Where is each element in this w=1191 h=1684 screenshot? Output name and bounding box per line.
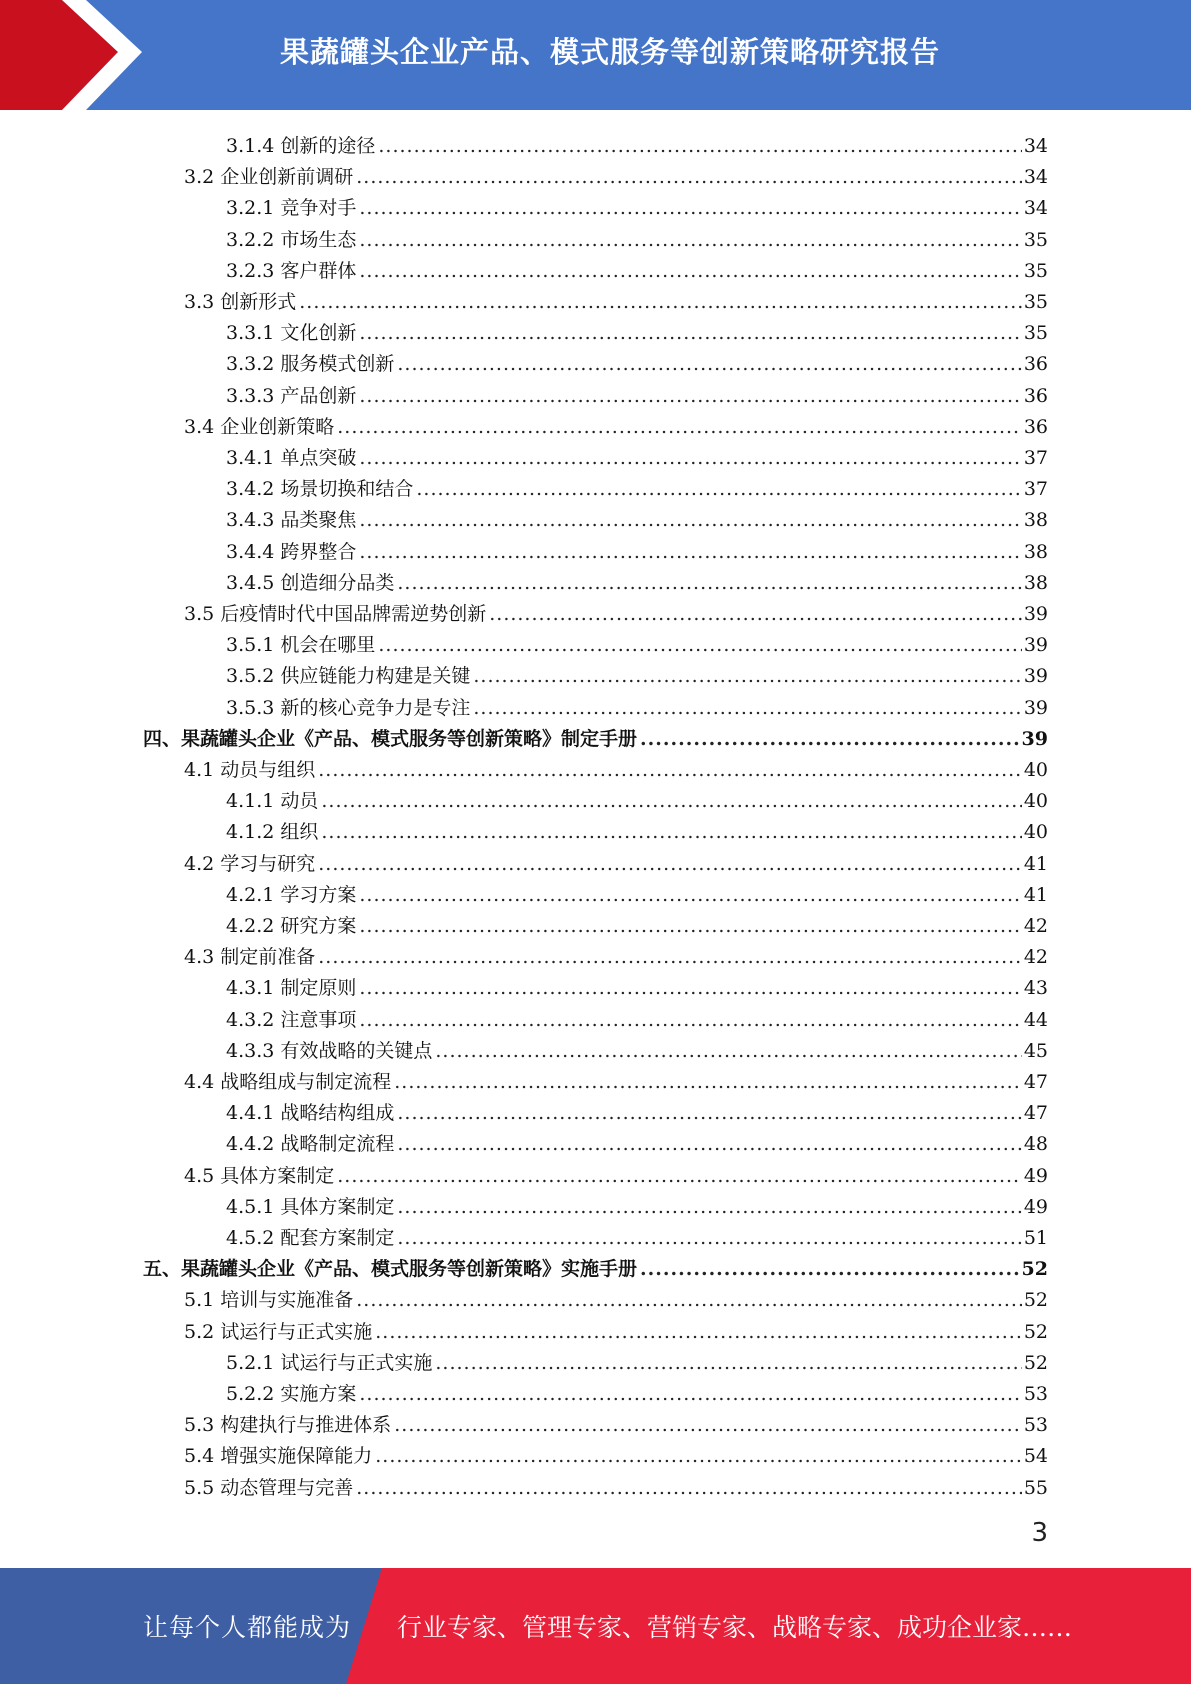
toc-entry-number: 4.4.1 [226,1102,275,1125]
toc-entry-page: 47 [1023,1102,1048,1125]
toc-entry-page: 52 [1021,1258,1048,1281]
toc-entry[interactable] [226,564,1048,594]
toc-entry-page: 53 [1023,1383,1048,1405]
toc-entry[interactable] [184,408,1048,438]
toc-entry-title: 果蔬罐头企业《产品、模式服务等创新策略》实施手册 [181,1258,638,1281]
toc-entry[interactable] [184,1281,1048,1311]
toc-entry-title: 试运行与正式实施 [280,1351,433,1374]
toc-entry-number: 五、 [143,1258,182,1281]
toc-entry-number: 4.1.2 [226,821,275,844]
toc-entry-title: 动员 [280,790,319,813]
toc-entry[interactable] [226,314,1048,344]
toc-entry[interactable] [226,439,1048,469]
toc-entry-page: 38 [1023,571,1048,594]
toc-entry-page: 35 [1023,228,1048,251]
toc-entry-page: 40 [1023,821,1048,844]
toc-entry-number: 4.4 [184,1071,215,1093]
toc-entry[interactable] [226,907,1048,937]
toc-entry[interactable] [184,1406,1048,1436]
toc-entry-page: 38 [1023,540,1048,563]
toc-leader-dots [337,416,1022,438]
toc-entry-title: 客户群体 [280,259,357,282]
toc-entry-page: 49 [1023,1164,1048,1187]
toc-entry-title: 跨界整合 [280,540,357,563]
toc-entry-number: 3.5.3 [226,696,275,719]
toc-entry-number: 4.3.1 [226,977,275,1000]
toc-entry-number: 3.5.2 [226,665,275,688]
toc-entry-title: 机会在哪里 [280,634,376,657]
toc-leader-dots [378,634,1021,656]
toc-entry-number: 4.4.2 [226,1133,275,1156]
toc-entry-number: 5.5 [184,1476,215,1499]
toc-entry-number: 3.3.2 [226,353,275,376]
toc-entry-page: 49 [1023,1195,1048,1218]
footer-slogan-left: 让每个人都能成为 [143,1613,352,1642]
toc-entry-page: 41 [1023,883,1048,906]
toc-entry-title: 实施方案 [280,1383,357,1405]
toc-entry[interactable] [143,720,1048,750]
toc-entry-title: 果蔬罐头企业《产品、模式服务等创新策略》制定手册 [181,727,638,750]
toc-leader-dots [378,135,1021,157]
toc-entry-page: 34 [1023,166,1048,189]
toc-leader-dots [359,915,1021,937]
toc-entry[interactable] [226,221,1048,251]
toc-entry-number: 5.2.2 [226,1383,275,1405]
toc-leader-dots [375,1321,1022,1343]
toc-entry-number: 3.4.4 [226,540,275,563]
toc-leader-dots [397,353,1021,375]
toc-entry[interactable] [226,470,1048,500]
toc-entry-number: 4.1 [184,759,215,781]
toc-entry-number: 3.2.3 [226,259,275,282]
toc-entry-page: 39 [1021,727,1048,750]
toc-entry-number: 3.4.5 [226,571,275,594]
toc-entry-number: 5.2 [184,1320,215,1343]
toc-entry-page: 45 [1023,1039,1048,1062]
toc-entry[interactable] [184,938,1048,968]
toc-entry-number: 4.1.1 [226,790,275,813]
toc-leader-dots [489,603,1022,625]
toc-entry[interactable] [226,1094,1048,1124]
toc-entry-title: 企业创新前调研 [220,166,354,189]
toc-entry-title: 供应链能力构建是关键 [280,665,471,688]
toc-leader-dots [394,1414,1022,1436]
toc-leader-dots [318,946,1022,968]
toc-entry-number: 3.4.3 [226,509,275,532]
toc-leader-dots [473,665,1021,687]
toc-entry-title: 制定原则 [280,977,357,1000]
toc-entry[interactable] [226,969,1048,999]
toc-entry-number: 4.3.2 [226,1008,275,1031]
toc-entry-number: 3.1.4 [226,135,275,157]
toc-entry-title: 制定前准备 [220,946,316,969]
footer-slogan-right: 行业专家、管理专家、营销专家、战略专家、成功企业家…… [397,1613,1073,1642]
toc-entry-page: 36 [1023,415,1048,438]
toc-entry[interactable] [143,1250,1048,1280]
toc-entry-number: 4.5.1 [226,1195,275,1218]
toc-entry-title: 动员与组织 [220,759,316,781]
toc-entry-page: 42 [1023,946,1048,969]
toc-entry-page: 39 [1023,634,1048,657]
toc-entry-page: 40 [1023,790,1048,813]
toc-entry[interactable] [184,845,1048,875]
toc-entry[interactable] [226,626,1048,656]
toc-entry[interactable] [184,1437,1048,1467]
toc-entry-page: 40 [1023,759,1048,781]
toc-entry[interactable] [184,158,1048,188]
toc-entry-title: 有效战略的关键点 [280,1039,433,1062]
toc-entry[interactable] [226,1001,1048,1031]
toc-leader-dots [359,977,1021,999]
toc-entry-page: 37 [1023,478,1048,501]
toc-entry[interactable] [226,1219,1048,1249]
toc-entry-number: 3.4.1 [226,447,275,469]
toc-entry[interactable] [226,533,1048,563]
toc-leader-dots [359,197,1021,219]
toc-entry[interactable] [226,127,1048,157]
toc-entry-number: 3.4.2 [226,478,275,501]
toc-leader-dots [356,166,1022,188]
toc-entry-number: 4.2.2 [226,915,275,937]
toc-entry-title: 具体方案制定 [280,1195,395,1218]
toc-entry-page: 47 [1023,1071,1048,1093]
toc-leader-dots [356,1477,1022,1499]
toc-entry[interactable] [226,252,1048,282]
toc-entry[interactable] [226,813,1048,843]
toc-entry-page: 38 [1023,509,1048,532]
toc-entry[interactable] [226,1125,1048,1155]
page-header [0,0,1191,110]
toc-entry-number: 4.5.2 [226,1227,275,1249]
toc-entry-number: 3.5.1 [226,634,275,657]
toc-entry-title: 学习与研究 [220,852,316,875]
toc-entry[interactable] [226,345,1048,375]
toc-leader-dots [394,1071,1022,1093]
toc-leader-dots [435,1040,1021,1062]
toc-entry-title: 注意事项 [280,1008,357,1031]
toc-entry-page: 35 [1023,259,1048,282]
toc-entry-page: 37 [1023,447,1048,469]
toc-leader-dots [359,260,1021,282]
toc-entry-title: 新的核心竞争力是专注 [280,696,471,719]
toc-entry-title: 创新形式 [220,291,297,313]
toc-entry-page: 52 [1023,1351,1048,1374]
toc-entry-number: 4.3.3 [226,1039,275,1062]
toc-entry[interactable] [226,1344,1048,1374]
toc-leader-dots [397,1102,1021,1124]
toc-entry[interactable] [226,657,1048,687]
toc-leader-dots [318,853,1022,875]
toc-entry-title: 战略组成与制定流程 [220,1071,392,1093]
toc-leader-dots [337,1165,1022,1187]
toc-entry-page: 44 [1023,1008,1048,1031]
toc-entry-title: 学习方案 [280,883,357,906]
toc-leader-dots [397,1227,1021,1249]
toc-entry[interactable] [184,1313,1048,1343]
toc-leader-dots [397,1196,1021,1218]
toc-entry-number: 5.2.1 [226,1351,275,1374]
toc-entry-title: 市场生态 [280,228,357,251]
toc-entry[interactable] [226,501,1048,531]
toc-entry[interactable] [226,689,1048,719]
toc-entry-page: 51 [1023,1227,1048,1249]
toc-entry-number: 5.3 [184,1414,215,1437]
toc-leader-dots [321,790,1021,812]
toc-leader-dots [359,1009,1021,1031]
toc-entry[interactable] [184,751,1048,781]
page-number: 3 [1031,1518,1048,1548]
toc-entry-number: 4.2 [184,852,215,875]
toc-entry-page: 36 [1023,353,1048,376]
toc-entry-page: 54 [1023,1445,1048,1468]
toc-entry-page: 34 [1023,135,1048,157]
toc-entry-title: 增强实施保障能力 [220,1445,373,1468]
toc-entry[interactable] [226,189,1048,219]
toc-entry[interactable] [226,1375,1048,1405]
toc-leader-dots [318,759,1022,781]
toc-entry-page: 36 [1023,384,1048,407]
toc-entry-page: 39 [1023,665,1048,688]
toc-leader-dots [356,1289,1022,1311]
toc-entry[interactable] [184,283,1048,313]
toc-entry-page: 55 [1023,1476,1048,1499]
toc-entry-title: 战略制定流程 [280,1133,395,1156]
report-title: 果蔬罐头企业产品、模式服务等创新策略研究报告 [279,34,940,69]
toc-entry-page: 52 [1023,1289,1048,1312]
toc-entry-title: 企业创新策略 [220,415,335,438]
toc-entry-page: 53 [1023,1414,1048,1437]
toc-entry-title: 场景切换和结合 [280,478,414,501]
toc-entry[interactable] [226,1188,1048,1218]
toc-leader-dots [359,1383,1021,1405]
toc-entry-page: 42 [1023,915,1048,937]
toc-entry-title: 试运行与正式实施 [220,1320,373,1343]
toc-entry-title: 动态管理与完善 [220,1476,354,1499]
toc-entry[interactable] [226,1032,1048,1062]
toc-entry-title: 培训与实施准备 [220,1289,354,1312]
toc-entry-page: 43 [1023,977,1048,1000]
toc-entry-page: 34 [1023,197,1048,220]
toc-entry-title: 战略结构组成 [280,1102,395,1125]
toc-entry-number: 3.2.1 [226,197,275,220]
toc-entry-title: 构建执行与推进体系 [220,1414,392,1437]
toc-entry-page: 39 [1023,696,1048,719]
toc-entry[interactable] [184,595,1048,625]
toc-entry[interactable] [184,1469,1048,1499]
toc-entry-page: 35 [1023,291,1048,313]
toc-entry-title: 后疫情时代中国品牌需逆势创新 [220,603,487,625]
toc-entry-number: 3.2 [184,166,215,189]
toc-entry-title: 文化创新 [280,322,357,345]
toc-entry[interactable] [226,377,1048,407]
toc-entry-page: 48 [1023,1133,1048,1156]
toc-leader-dots [640,728,1020,750]
toc-leader-dots [359,385,1021,407]
toc-leader-dots [359,447,1021,469]
toc-leader-dots [359,541,1021,563]
toc-entry[interactable] [226,876,1048,906]
toc-entry-number: 3.5 [184,603,215,625]
toc-leader-dots [435,1352,1021,1374]
toc-entry-number: 3.4 [184,415,215,438]
toc-entry-title: 创新的途径 [280,135,376,157]
toc-entry-page: 39 [1023,603,1048,625]
toc-entry-number: 4.3 [184,946,215,969]
toc-entry-title: 单点突破 [280,447,357,469]
header-arrow-decoration [0,0,160,110]
toc-entry[interactable] [184,1063,1048,1093]
toc-leader-dots [359,884,1021,906]
toc-leader-dots [359,322,1021,344]
toc-entry-title: 组织 [280,821,319,844]
toc-leader-dots [359,509,1021,531]
toc-entry-title: 品类聚焦 [280,509,357,532]
toc-entry-title: 配套方案制定 [280,1227,395,1249]
toc-entry-number: 3.3.3 [226,384,275,407]
toc-leader-dots [359,229,1021,251]
toc-entry-number: 四、 [143,727,182,750]
toc-entry-number: 4.2.1 [226,883,275,906]
toc-entry-title: 服务模式创新 [280,353,395,376]
toc-entry-number: 4.5 [184,1164,215,1187]
toc-entry-title: 具体方案制定 [220,1164,335,1187]
toc-entry-number: 3.3.1 [226,322,275,345]
toc-entry[interactable] [184,1157,1048,1187]
toc-entry-title: 产品创新 [280,384,357,407]
toc-entry-page: 52 [1023,1320,1048,1343]
toc-entry-page: 35 [1023,322,1048,345]
toc-leader-dots [397,572,1021,594]
toc-entry-title: 创造细分品类 [280,571,395,594]
toc-entry-number: 5.1 [184,1289,215,1312]
toc-entry-number: 3.2.2 [226,228,275,251]
toc-entry-title: 研究方案 [280,915,357,937]
toc-leader-dots [640,1258,1020,1280]
toc-leader-dots [299,291,1022,313]
toc-leader-dots [375,1445,1022,1467]
toc-entry[interactable] [226,782,1048,812]
toc-entry-page: 41 [1023,852,1048,875]
toc-leader-dots [473,697,1021,719]
toc-leader-dots [397,1133,1021,1155]
toc-leader-dots [321,821,1021,843]
toc-entry-number: 5.4 [184,1445,215,1468]
toc-entry-number: 3.3 [184,291,215,313]
toc-entry-title: 竞争对手 [280,197,357,220]
toc-leader-dots [416,478,1021,500]
